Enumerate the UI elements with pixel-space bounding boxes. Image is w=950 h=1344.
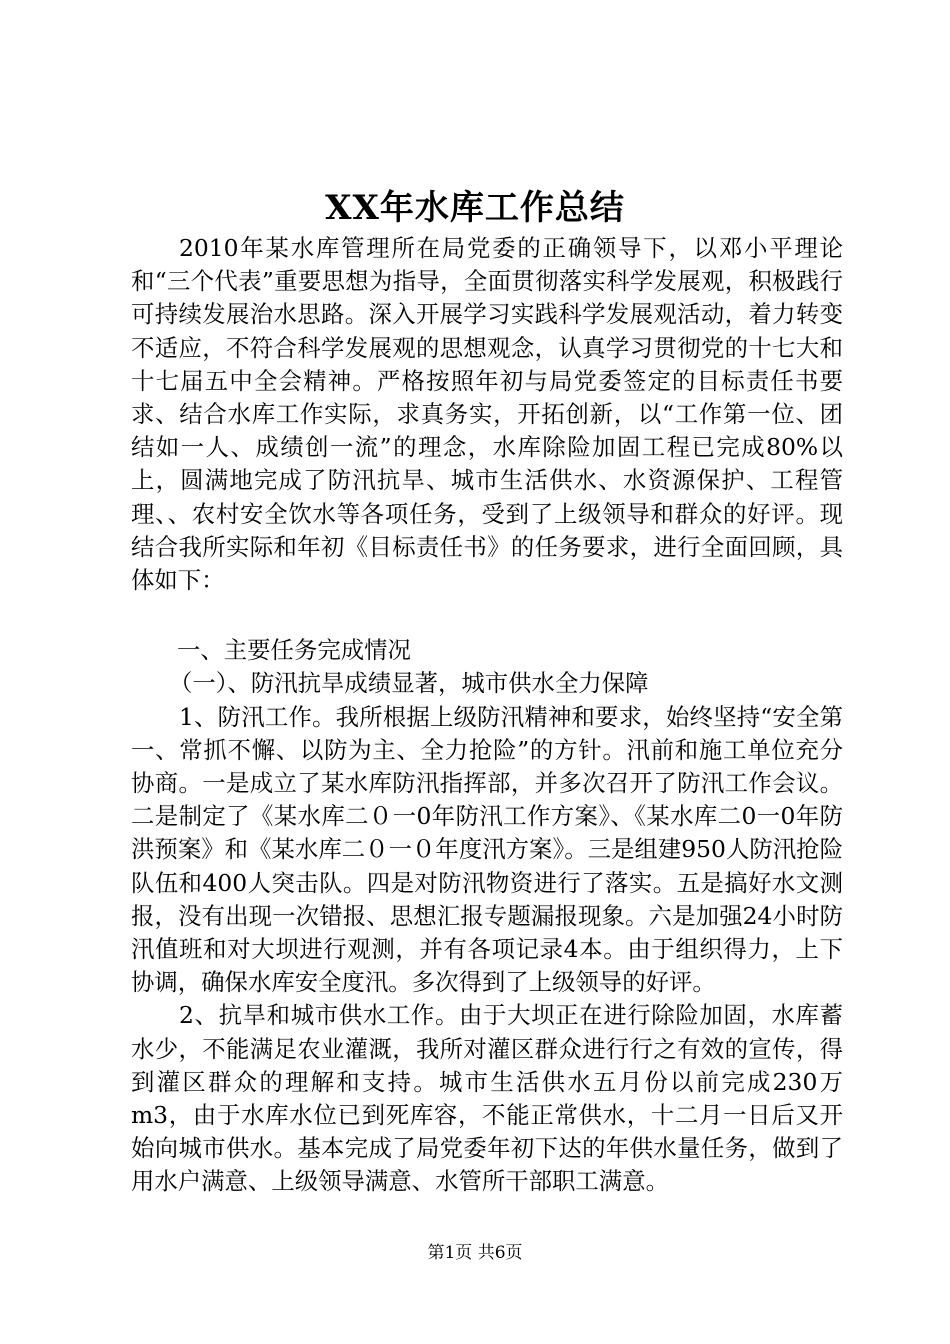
document-title: XX年水库工作总结 xyxy=(325,188,625,228)
subsection-heading: （一）、防汛抗旱成绩显著，城市供水全力保障 xyxy=(169,669,649,698)
document-body xyxy=(131,232,843,1199)
flood-control-paragraph: 1、防汛工作。我所根据上级防汛精神和要求，始终坚持“安全第一、常抓不懈、以防为主、全力抢险”的方针。汛前和施工单位充分协商。一是成立了某水库防汛指挥部，并多次召开了防汛工作会议。二是制定了《某水库二０一0年防汛工作方案》、《某水库二0一0年防洪预案》和《某水库二０一０年度汛方案》。三是组建950人防汛抢险队伍和400人突击队。四是对防汛物资进行了落实。五是搞好水文测报，没有出现一次错报、思想汇报专题漏报现象。六是加强24小时防汛值班和对大坝进行观测，并有各项记录4本。由于组织得力，上下协调，确保水库安全度汛。多次得到了上级领导的好评。 xyxy=(131,702,843,997)
page-footer: 第1页 共6页 xyxy=(427,1243,523,1263)
paragraph-spacer xyxy=(131,597,843,634)
water-supply-paragraph: 2、抗旱和城市供水工作。由于大坝正在进行除险加固，水库蓄水少，不能满足农业灌溉，我所对灌区群众进行行之有效的宣传，得到灌区群众的理解和支持。城市生活供水五月份以前完成230万m3，由于水库水位已到死库容，不能正常供水，十二月一日后又开始向城市供水。基本完成了局党委年初下达的年供水量任务，做到了用水户满意、上级领导满意、水管所干部职工满意。 xyxy=(131,1001,843,1196)
intro-paragraph: 2010年某水库管理所在局党委的正确领导下，以邓小平理论和“三个代表”重要思想为指导，全面贯彻落实科学发展观，积极践行可持续发展治水思路。深入开展学习实践科学发展观活动，着力转变不适应，不符合科学发展观的思想观念，认真学习贯彻党的十七大和十七届五中全会精神。严格按照年初与局党委签定的目标责任书要求、结合水库工作实际，求真务实，开拓创新，以“工作第一位、团结如一人、成绩创一流”的理念，水库除险加固工程已完成80%以上，圆满地完成了防汛抗旱、城市生活供水、水资源保护、工程管理、、农村安全饮水等各项任务，受到了上级领导和群众的好评。现结合我所实际和年初《目标责任书》的任务要求，进行全面回顾，具体如下： xyxy=(131,234,843,595)
section-heading: 一、主要任务完成情况 xyxy=(177,636,411,665)
